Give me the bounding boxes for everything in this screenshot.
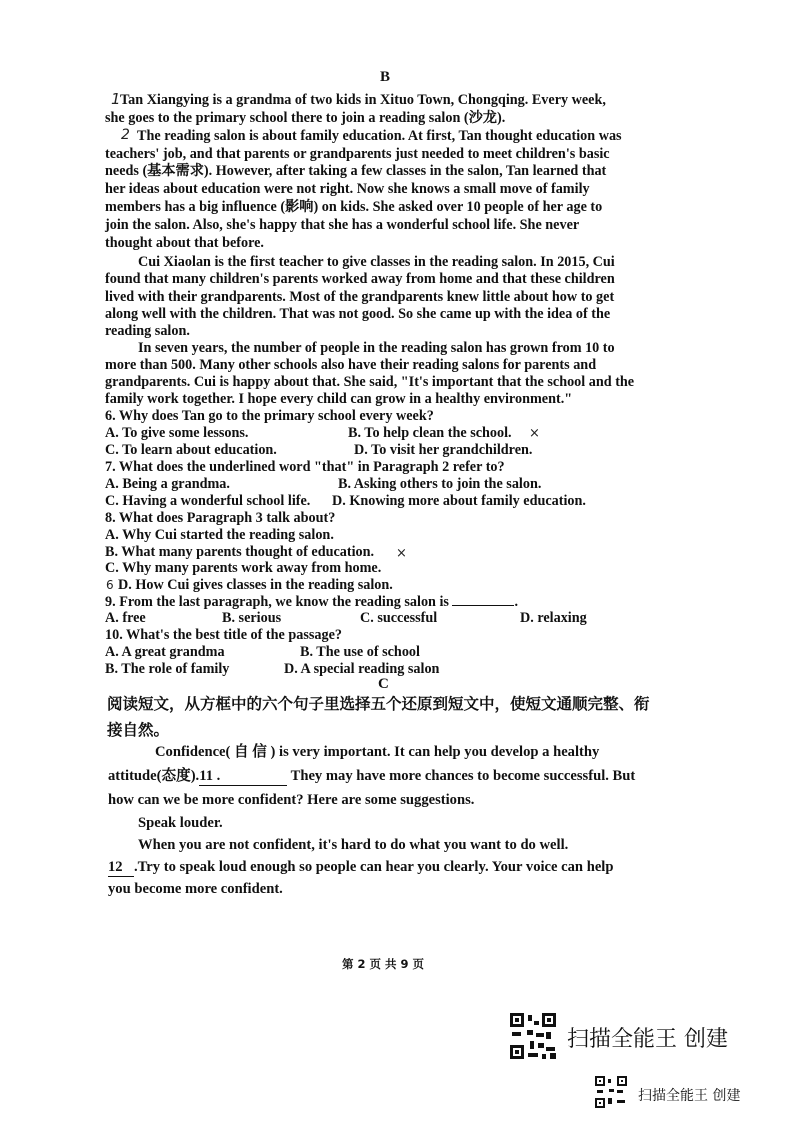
c-para2-line bbox=[108, 858, 613, 877]
c-para1-text: They may have more chances to become successful. But bbox=[290, 768, 636, 784]
para4-line: more than 500. Many other schools also have their reading salons for parents and bbox=[105, 357, 597, 373]
para3-line: reading salon. bbox=[105, 323, 190, 339]
instruction-line: 阅读短文，从方框中的六个句子里选择五个还原到短文中，使短文通顺完整、衔 bbox=[107, 695, 650, 713]
question-8-option-b: B. What many parents thought of education. bbox=[105, 544, 375, 560]
question-9: 9. From the last paragraph, we know the reading salon is . bbox=[105, 594, 519, 610]
question-6-option-c: C. To learn about education. bbox=[105, 442, 277, 458]
question-10-option-c: B. The role of family bbox=[105, 661, 230, 677]
blank-12[interactable] bbox=[108, 858, 134, 877]
page-number: 第 2 页 共 9 页 bbox=[342, 957, 425, 971]
section-b-heading: B bbox=[380, 69, 391, 85]
scanner-watermark-text: 扫描全能王 创建 bbox=[567, 1027, 728, 1052]
para1-line: she goes to the primary school there to join a reading salon (沙龙). bbox=[105, 110, 506, 126]
para3-line: Cui Xiaolan is the first teacher to give classes in the reading salon. In 2015, Cui bbox=[138, 254, 615, 270]
question-7-option-c: C. Having a wonderful school life. bbox=[105, 493, 311, 509]
small-qr-code-icon bbox=[595, 1076, 627, 1108]
question-8-option-a: A. Why Cui started the reading salon. bbox=[105, 527, 334, 543]
question-8-option-d: D. How Cui gives classes in the reading salon. bbox=[118, 577, 393, 593]
para4-line: In seven years, the number of people in the reading salon has grown from 10 to bbox=[138, 340, 615, 356]
blank-12-label: 12 bbox=[108, 859, 123, 875]
para2-line: needs (基本需求). However, after taking a few classes in the salon, Tan learned that bbox=[105, 163, 607, 179]
para2-line: her ideas about education were not right. Now she knows a small move of family bbox=[105, 181, 590, 197]
para2-line: members has a big influence (影响) on kids. She asked over 10 people of her age to bbox=[105, 199, 603, 215]
question-8: 8. What does Paragraph 3 talk about? bbox=[105, 510, 336, 526]
handwritten-cross-icon: × bbox=[396, 546, 407, 561]
para2-line: join the salon. Also, she's happy that she has a wonderful school life. She never bbox=[105, 217, 580, 233]
section-c-heading: C bbox=[378, 676, 389, 692]
qr-code-icon bbox=[510, 1013, 556, 1059]
question-10-option-b: B. The use of school bbox=[300, 644, 420, 660]
question-6-option-b: B. To help clean the school. bbox=[348, 425, 512, 441]
c-subheading: Speak louder. bbox=[138, 815, 223, 831]
question-10-option-a: A. A great grandma bbox=[105, 644, 225, 660]
para2-line: thought about that before. bbox=[105, 235, 264, 251]
question-10-option-d: D. A special reading salon bbox=[284, 661, 440, 677]
question-7: 7. What does the underlined word "that" in Paragraph 2 refer to? bbox=[105, 459, 505, 475]
blank-11[interactable] bbox=[199, 767, 287, 786]
question-7-option-a: A. Being a grandma. bbox=[105, 476, 230, 492]
para4-line: grandparents. Cui is happy about that. She said, "It's important that the school and the bbox=[105, 374, 635, 390]
question-9-option-d: D. relaxing bbox=[520, 610, 587, 626]
handwritten-tick-icon: 6 bbox=[106, 578, 114, 592]
c-para1-line: Confidence( 自 信 ) is very important. It can help you develop a healthy bbox=[155, 744, 600, 760]
handwritten-mark-2: 2 bbox=[121, 127, 130, 143]
question-6-option-a: A. To give some lessons. bbox=[105, 425, 249, 441]
para4-line: family work together. I hope every child can grow in a healthy environment." bbox=[105, 391, 573, 407]
small-scanner-watermark-text: 扫描全能王 创建 bbox=[638, 1088, 741, 1104]
c-para1-text: attitude(态度). bbox=[108, 768, 200, 784]
para2-line: teachers' job, and that parents or grandparents just needed to meet children's basic bbox=[105, 146, 610, 162]
blank-11-label: 11 . bbox=[199, 768, 221, 784]
question-7-option-d: D. Knowing more about family education. bbox=[332, 493, 586, 509]
question-9-option-a: A. free bbox=[105, 610, 146, 626]
question-10: 10. What's the best title of the passage? bbox=[105, 627, 342, 643]
question-7-option-b: B. Asking others to join the salon. bbox=[338, 476, 542, 492]
question-9-text: 9. From the last paragraph, we know the reading salon is bbox=[105, 594, 449, 610]
c-para2-text: .Try to speak loud enough so people can hear you clearly. Your voice can help bbox=[134, 859, 614, 875]
para2-line: The reading salon is about family education. At first, Tan thought education was bbox=[137, 128, 622, 144]
para3-line: along well with the children. That was not good. So she came up with the idea of the bbox=[105, 306, 611, 322]
para3-line: lived with their grandparents. Most of the grandparents knew little about how to get bbox=[105, 289, 615, 305]
instruction-line: 接自然。 bbox=[107, 721, 170, 739]
handwritten-mark-1: 1 bbox=[111, 90, 121, 108]
question-6-option-d: D. To visit her grandchildren. bbox=[354, 442, 533, 458]
question-6: 6. Why does Tan go to the primary school every week? bbox=[105, 408, 434, 424]
question-9-blank[interactable] bbox=[452, 605, 514, 606]
c-para2-line: When you are not confident, it's hard to do what you want to do well. bbox=[138, 837, 569, 853]
c-para1-line: how can we be more confident? Here are some suggestions. bbox=[108, 792, 475, 808]
c-para1-line bbox=[108, 767, 635, 786]
question-8-option-c: C. Why many parents work away from home. bbox=[105, 560, 382, 576]
question-9-option-b: B. serious bbox=[222, 610, 282, 626]
question-9-option-c: C. successful bbox=[360, 610, 438, 626]
para3-line: found that many children's parents worked away from home and that these children bbox=[105, 271, 615, 287]
c-para2-line: you become more confident. bbox=[108, 881, 283, 897]
handwritten-cross-icon: × bbox=[529, 426, 540, 441]
para1-line: Tan Xiangying is a grandma of two kids in Xituo Town, Chongqing. Every week, bbox=[120, 92, 606, 108]
